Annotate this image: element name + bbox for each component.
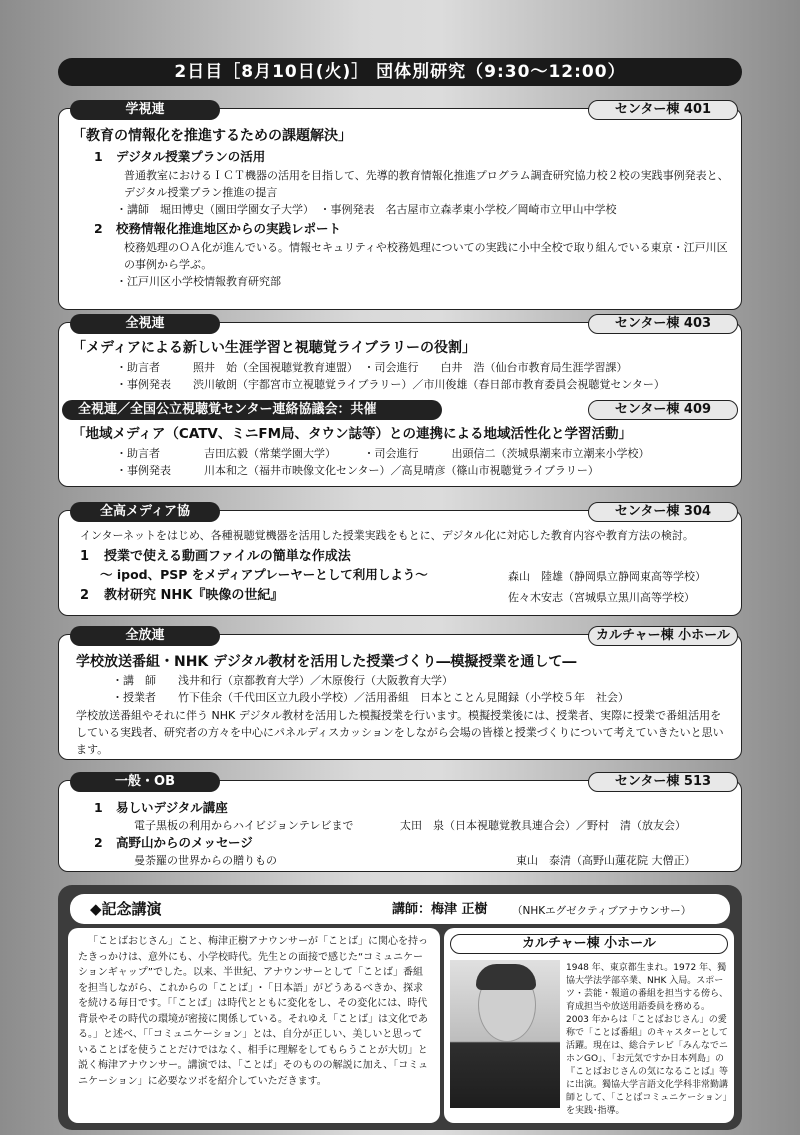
item-number: 1 [80, 549, 90, 564]
section-tab: 学視連 [70, 100, 220, 120]
people-line: ・助言者 吉田広毅（常葉学園大学） ・司会進行 出頭信二（茨城県潮来市立潮来小学校） [116, 447, 650, 460]
lecture-title: ◆記念講演 [90, 900, 162, 918]
item-people: ・江戸川区小学校情報教育研究部 [116, 275, 281, 288]
room-badge: センター棟 401 [588, 100, 738, 120]
item-people: ・講師 堀田博史（園田学園女子大学） ・事例発表 名古屋市立森孝東小学校／岡崎市立甲山中学校 [116, 203, 617, 216]
session-title: 「メディアによる新しい生涯学習と視聴覚ライブラリーの役割」 [72, 340, 477, 356]
section-tab: 全視連 [70, 314, 220, 334]
lecture-description: 「ことばおじさん」こと、梅津正樹アナウンサーが「ことば」に関心を持ったきっかけは、意外にも、小学校時代。先生との面接で感じた“コミュニケーションギャップ”でした。以来、半世紀、アナウンサーとして「ことば」番組を担当しながら、これからの「ことば」･「日本語」がどうあるべきか、探求を続ける毎日です。「「ことば」は時代とともに変化をし、その変化には、時代背景やその時代の環境が密接に関係している。それゆえ「ことば」は文化である。」と述べ、「「コミュニケーション」とは、自分が正しい、美しいと思っていることばを使うことだけではなく、相手に理解をしてもらうことが大切」と説く梅津アナウンサー。講演では、「ことば」そのものの解説に加え、「コミュニケーション」に必要なツボを紹介していただきます。 [78, 936, 428, 1087]
item-title: 教材研究 NHK『映像の世紀』 [104, 588, 284, 603]
item-number: 1 [94, 149, 103, 164]
people-line: ・事例発表 川本和之（福井市映像文化センター）／高見晴彦（篠山市視聴覚ライブラリー） [116, 464, 599, 477]
room-badge: カルチャー棟 小ホール [588, 626, 738, 646]
item-description: 校務処理のＯＡ化が進んでいる。情報セキュリティや校務処理についての実践に小中全校で取り組んでいる東京・江戸川区の事例から学ぶ。 [124, 241, 728, 271]
item-title: 授業で使える動画ファイルの簡単な作成法 [104, 549, 351, 564]
item-person: 太田 泉（日本視聴覚教具連合会）／野村 清（放友会） [400, 819, 686, 832]
item-number: 1 [94, 800, 103, 815]
section-tab: 全放連 [70, 626, 220, 646]
day-banner: 2日目［8月10日(火)］ 団体別研究（9:30～12:00） [58, 58, 742, 86]
session-title: 学校放送番組・NHK デジタル教材を活用した授業づくり―模擬授業を通して― [76, 654, 577, 670]
lecturer-name: 講師：梅津 正樹 [392, 902, 488, 917]
room-badge: センター棟 304 [588, 502, 738, 522]
section-tab-joint: 全視連／全国公立視聴覚センター連絡協議会：共催 [62, 400, 442, 420]
section-intro: インターネットをはじめ、各種視聴覚機器を活用した授業実践をもとに、デジタル化に対応した教育内容や教育方法の検討。 [80, 529, 694, 542]
people-line: ・授業者 竹下佳余（千代田区立九段小学校）／活用番組 日本とことん見聞録（小学校５年 社会） [112, 691, 629, 704]
session-title: 「地域メディア（CATV、ミニFM局、タウン誌等）との連携による地域活性化と学習活動」 [72, 426, 633, 442]
item-number: 2 [80, 588, 90, 603]
lecturer-bio: 1948 年、東京都生まれ。1972 年、獨協大学法学部卒業、NHK 入局。スポーツ・芸能・報道の番組を担当する傍ら、育成担当や放送用語委員を務める。2003 年からは「ことばおじさん」の愛称で「ことば番組」のキャスターとして活躍。現在は、総合テレビ「みんなでニホンGO」、「お元気ですか日本列島」の『ことばおじさんの気になることば』等に出演。獨協大学言語文化学科非常勤講師として、「ことばコミュニケーション」を実践･指導。 [566, 963, 729, 1116]
item-subtitle: 電子黒板の利用からハイビジョンテレビまで [134, 819, 354, 832]
people-line: ・事例発表 渋川敏朗（宇都宮市立視聴覚ライブラリー）／市川俊雄（春日部市教育委員会視聴覚センター） [116, 378, 665, 391]
section-tab: 一般・OB [70, 772, 220, 792]
people-line: ・講 師 浅井和行（京都教育大学）／木原俊行（大阪教育大学） [112, 674, 453, 687]
item-person: 東山 泰清（高野山蓮花院 大僧正） [516, 854, 696, 867]
room-badge: センター棟 403 [588, 314, 738, 334]
item-description: 普通教室におけるＩＣＴ機器の活用を目指して、先導的教育情報化推進プログラム調査研究協力校２校の実践事例発表と、デジタル授業プラン推進の提言 [124, 169, 729, 199]
session-description: 学校放送番組やそれに伴う NHK デジタル教材を活用した模擬授業を行います。模擬授業後には、授業者、実際に授業で番組活用をしている実践者、研究者の方々を中心にパネルディスカッションをしながら会場の皆様と授業づくりについて考えていきたいと思います。 [76, 709, 724, 756]
item-subtitle: ～ ipod、PSP をメディアプレーヤーとして利用しよう～ [100, 567, 428, 582]
room-badge: センター棟 513 [588, 772, 738, 792]
item-person: 森山 陸雄（静岡県立静岡東高等学校） [508, 570, 706, 583]
item-title: デジタル授業プランの活用 [116, 149, 266, 164]
item-number: 2 [94, 835, 103, 850]
item-person: 佐々木安志（宮城県立黒川高等学校） [508, 591, 695, 604]
item-title: 高野山からのメッセージ [116, 835, 253, 850]
lecturer-photo-hair [476, 964, 536, 990]
item-title: 易しいデジタル講座 [116, 800, 228, 815]
people-line: ・助言者 照井 始（全国視聴覚教育連盟） ・司会進行 白井 浩（仙台市教育局生涯学習課） [116, 361, 628, 374]
item-title: 校務情報化推進地区からの実践レポート [116, 221, 342, 236]
lecturer-role: （NHKエグゼクティブアナウンサー） [512, 905, 692, 917]
lecture-room-badge: カルチャー棟 小ホール [450, 934, 728, 954]
item-subtitle: 曼荼羅の世界からの贈りもの [134, 854, 277, 867]
section-tab: 全高メディア協 [70, 502, 220, 522]
item-number: 2 [94, 221, 103, 236]
session-title: 「教育の情報化を推進するための課題解決」 [72, 128, 352, 144]
room-badge: センター棟 409 [588, 400, 738, 420]
